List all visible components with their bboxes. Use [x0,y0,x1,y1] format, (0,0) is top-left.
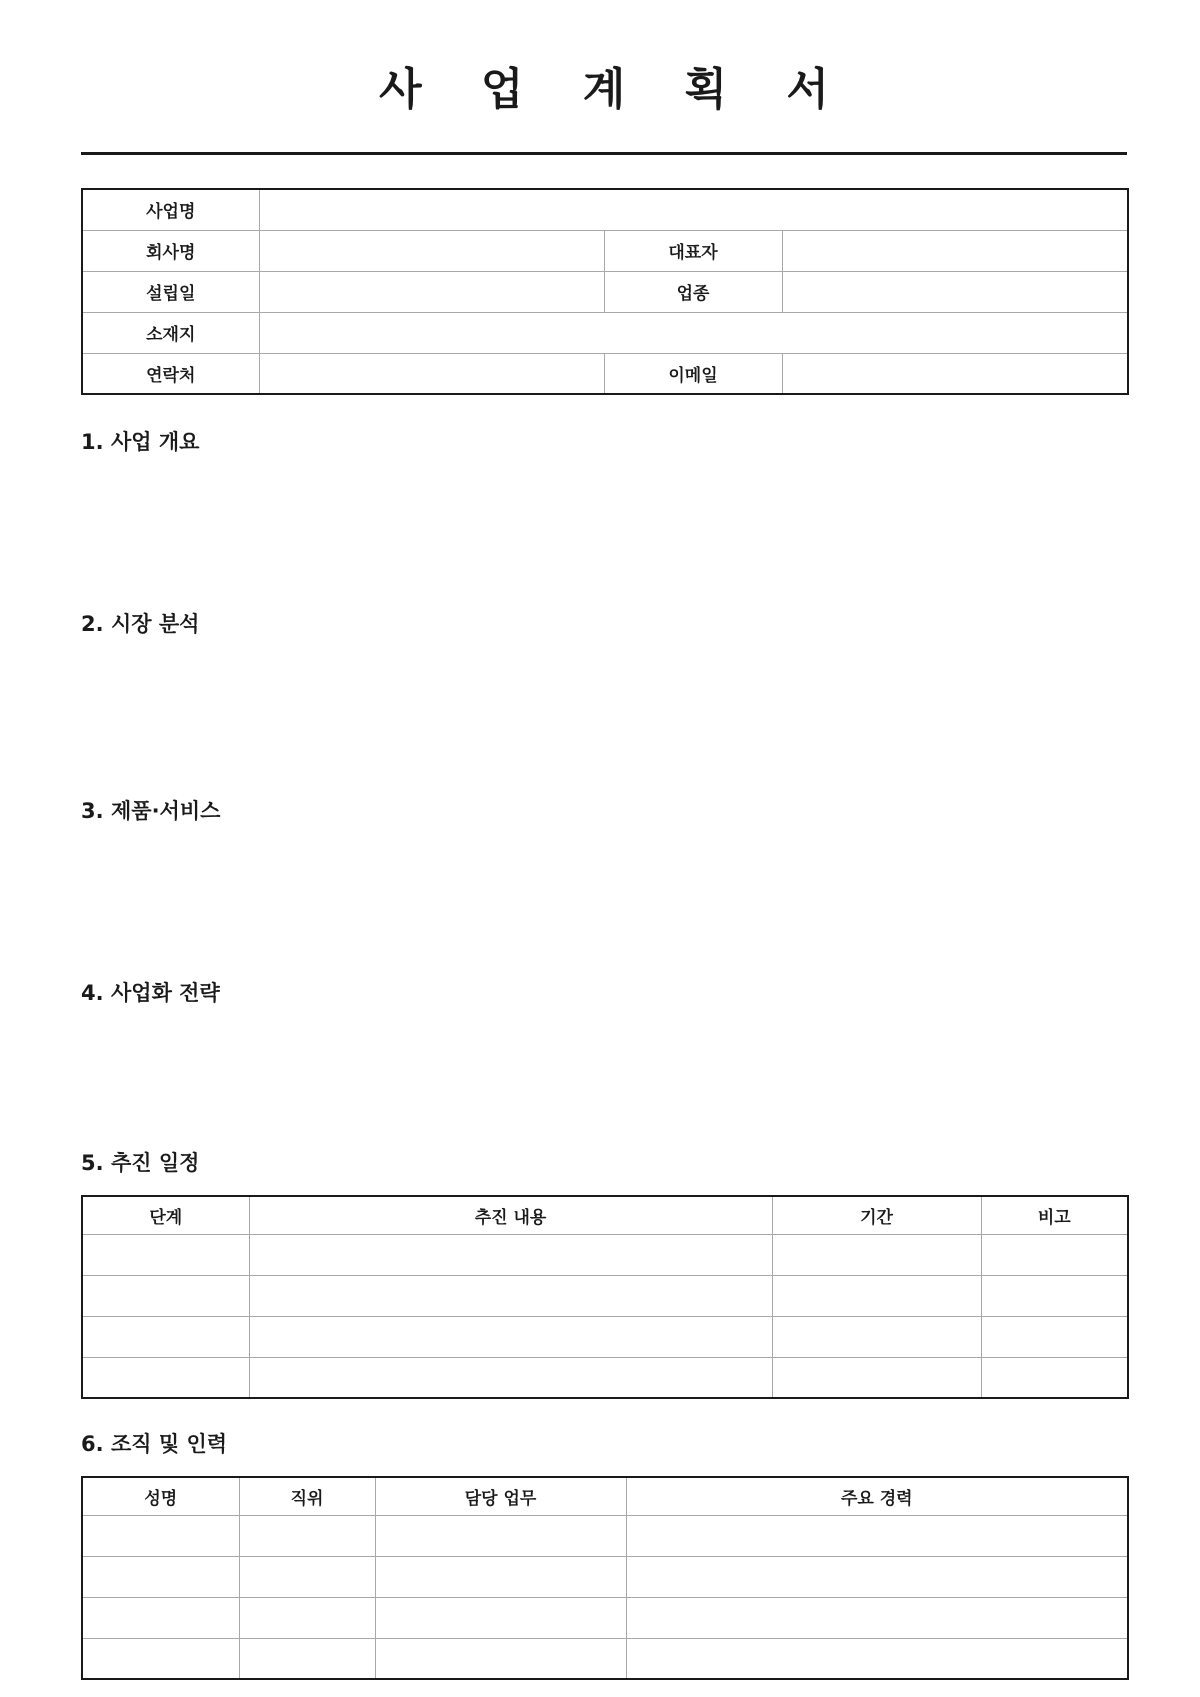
section-title: 조직 및 인력 [111,1432,228,1456]
established-date-field[interactable] [259,271,604,312]
table-cell[interactable] [82,1357,249,1398]
representative-field[interactable] [782,230,1128,271]
table-cell[interactable] [82,1515,239,1556]
section-heading-market [81,610,199,638]
table-row [82,271,1128,312]
table-row [82,1556,1128,1597]
business-name-field[interactable] [259,189,1128,230]
table-cell[interactable] [981,1357,1128,1398]
section-heading-schedule [81,1149,199,1177]
table-cell[interactable] [82,1275,249,1316]
section-title: 시장 분석 [111,612,200,636]
column-header-name: 성명 [82,1477,239,1515]
section-heading-product [81,797,220,825]
section-heading-strategy [81,979,220,1007]
table-cell[interactable] [626,1556,1128,1597]
table-cell[interactable] [772,1234,981,1275]
table-row [82,1515,1128,1556]
section-number: 6. [81,1432,104,1456]
contact-label: 연락처 [82,353,259,394]
table-cell[interactable] [375,1515,626,1556]
representative-label: 대표자 [604,230,782,271]
table-row [82,1638,1128,1679]
table-cell[interactable] [82,1638,239,1679]
table-cell[interactable] [82,1316,249,1357]
section-number: 4. [81,981,104,1005]
table-row [82,230,1128,271]
table-cell[interactable] [249,1357,772,1398]
table-cell[interactable] [249,1275,772,1316]
column-header-period: 기간 [772,1196,981,1234]
title-divider [81,152,1127,155]
basic-info-table [81,188,1129,395]
table-cell[interactable] [772,1316,981,1357]
section-title: 사업 개요 [111,430,200,454]
table-row [82,1316,1128,1357]
table-cell[interactable] [981,1275,1128,1316]
schedule-table [81,1195,1129,1399]
section-heading-organization [81,1430,227,1458]
column-header-position: 직위 [239,1477,375,1515]
section-number: 2. [81,612,104,636]
address-label: 소재지 [82,312,259,353]
industry-field[interactable] [782,271,1128,312]
company-name-label: 회사명 [82,230,259,271]
section-title: 제품·서비스 [111,799,221,823]
table-header-row [82,1196,1128,1234]
column-header-duties: 담당 업무 [375,1477,626,1515]
table-cell[interactable] [626,1638,1128,1679]
column-header-content: 추진 내용 [249,1196,772,1234]
table-header-row [82,1477,1128,1515]
industry-label: 업종 [604,271,782,312]
contact-field[interactable] [259,353,604,394]
table-row [82,1357,1128,1398]
column-header-remarks: 비고 [981,1196,1128,1234]
table-cell[interactable] [772,1357,981,1398]
section-heading-overview [81,428,199,456]
table-cell[interactable] [626,1597,1128,1638]
table-cell[interactable] [626,1515,1128,1556]
column-header-career: 주요 경력 [626,1477,1128,1515]
table-row [82,1275,1128,1316]
table-cell[interactable] [249,1316,772,1357]
established-date-label: 설립일 [82,271,259,312]
address-field[interactable] [259,312,1128,353]
section-number: 3. [81,799,104,823]
table-cell[interactable] [239,1597,375,1638]
table-row [82,1597,1128,1638]
table-row [82,189,1128,230]
table-row [82,353,1128,394]
table-cell[interactable] [375,1597,626,1638]
table-cell[interactable] [981,1234,1128,1275]
table-cell[interactable] [375,1556,626,1597]
table-cell[interactable] [239,1556,375,1597]
table-cell[interactable] [375,1638,626,1679]
table-cell[interactable] [82,1597,239,1638]
section-title: 추진 일정 [111,1151,200,1175]
table-cell[interactable] [249,1234,772,1275]
table-cell[interactable] [239,1638,375,1679]
table-cell[interactable] [772,1275,981,1316]
column-header-stage: 단계 [82,1196,249,1234]
company-name-field[interactable] [259,230,604,271]
document-title: 사 업 계 획 서 [379,64,851,115]
section-number: 5. [81,1151,104,1175]
section-number: 1. [81,430,104,454]
table-row [82,1234,1128,1275]
email-field[interactable] [782,353,1128,394]
email-label: 이메일 [604,353,782,394]
table-row [82,312,1128,353]
table-cell[interactable] [82,1234,249,1275]
business-name-label: 사업명 [82,189,259,230]
section-title: 사업화 전략 [111,981,220,1005]
table-cell[interactable] [239,1515,375,1556]
table-cell[interactable] [82,1556,239,1597]
table-cell[interactable] [981,1316,1128,1357]
organization-table [81,1476,1129,1680]
